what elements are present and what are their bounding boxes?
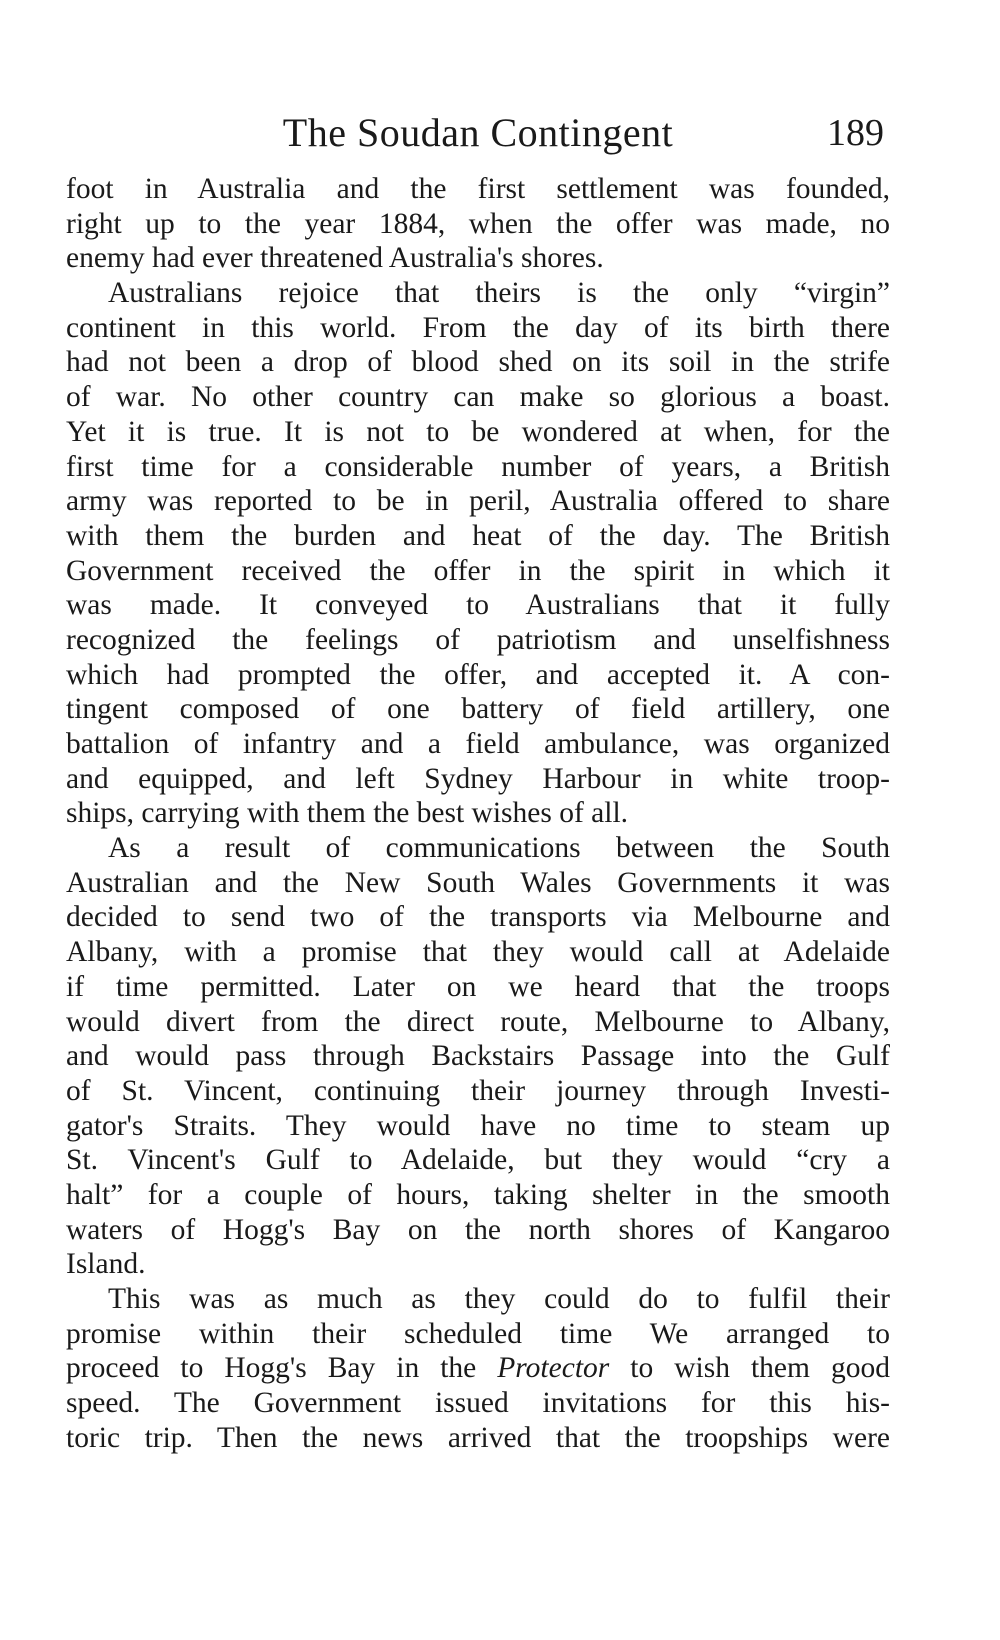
text-line: Australian and the New South Wales Governments it was xyxy=(66,866,890,899)
text-line: continent in this world. From the day of its birth there xyxy=(66,311,890,344)
text-segment: to wish them good xyxy=(609,1352,890,1385)
text-line: halt” for a couple of hours, taking shelter in the smooth xyxy=(66,1178,890,1211)
text-line: Island. xyxy=(66,1248,146,1281)
text-line: Albany, with a promise that they would call at Adelaide xyxy=(66,936,890,969)
text-line: would divert from the direct route, Melbourne to Albany, xyxy=(66,1005,890,1038)
text-line: if time permitted. Later on we heard that the troops xyxy=(66,970,890,1003)
page-number: 189 xyxy=(827,112,884,154)
text-line: gator's Straits. They would have no time to steam up xyxy=(66,1109,890,1142)
page-header xyxy=(66,108,890,158)
text-line: St. Vincent's Gulf to Adelaide, but they would “cry a xyxy=(66,1144,890,1177)
text-line: tingent composed of one battery of field artillery, one xyxy=(66,693,890,726)
text-line: first time for a considerable number of years, a British xyxy=(66,450,890,483)
body-text xyxy=(66,172,890,1455)
text-line: decided to send two of the transports via Melbourne and xyxy=(66,901,890,934)
text-line: enemy had ever threatened Australia's shores. xyxy=(66,242,604,275)
text-line: ships, carrying with them the best wishes of all. xyxy=(66,797,629,830)
text-line: recognized the feelings of patriotism and unselfishness xyxy=(66,623,890,656)
text-line: right up to the year 1884, when the offer was made, no xyxy=(66,207,890,240)
text-line: battalion of infantry and a field ambulance, was organized xyxy=(66,728,890,760)
paragraph-first-line: This was as much as they could do to fulfil their xyxy=(108,1283,890,1315)
text-line: toric trip. Then the news arrived that the troopships were xyxy=(66,1421,890,1454)
paragraph-first-line: Australians rejoice that theirs is the only “virgin” xyxy=(108,277,890,310)
text-line: of war. No other country can make so glorious a boast. xyxy=(66,381,890,414)
text-line: and equipped, and left Sydney Harbour in white troop- xyxy=(66,762,890,795)
text-line: of St. Vincent, continuing their journey through Investi- xyxy=(66,1074,890,1107)
text-line: which had prompted the offer, and accepted it. A con- xyxy=(66,658,890,691)
text-line: Government received the offer in the spirit in which it xyxy=(66,554,890,587)
text-segment: proceed to Hogg's Bay in the xyxy=(66,1352,498,1385)
text-line: Yet it is true. It is not to be wondered at when, for the xyxy=(66,415,890,448)
text-line-with-italic xyxy=(66,1351,890,1386)
text-line: had not been a drop of blood shed on its soil in the strife xyxy=(66,346,890,379)
text-line: with them the burden and heat of the day. The British xyxy=(66,519,890,552)
running-title: The Soudan Contingent xyxy=(282,110,674,155)
text-line: waters of Hogg's Bay on the north shores of Kangaroo xyxy=(66,1213,890,1246)
text-line: foot in Australia and the first settlement was founded, xyxy=(66,173,890,205)
text-line: army was reported to be in peril, Australia offered to share xyxy=(66,485,890,518)
text-line: and would pass through Backstairs Passage into the Gulf xyxy=(66,1040,890,1073)
text-line: was made. It conveyed to Australians that it fully xyxy=(66,589,890,622)
ship-name-italic: Protector xyxy=(497,1352,610,1385)
paragraph-first-line: As a result of communications between the South xyxy=(108,832,890,865)
text-line: speed. The Government issued invitations for this his- xyxy=(66,1387,890,1420)
text-line: promise within their scheduled time We arranged to xyxy=(66,1317,890,1350)
